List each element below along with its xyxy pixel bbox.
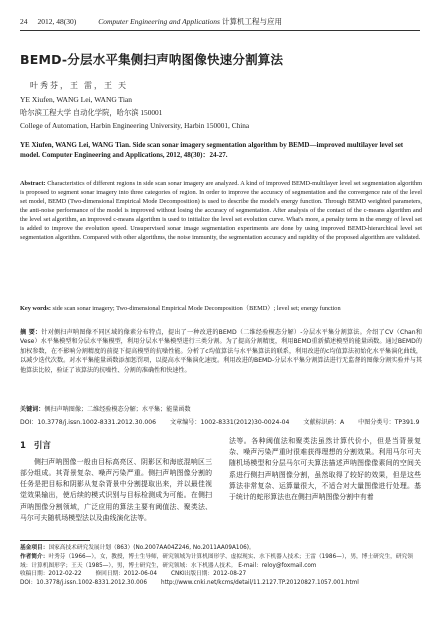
clc-number: 中图分类号：TP391.9 xyxy=(358,419,420,426)
cnki-date: CNKI出版日期：2012-08-27 xyxy=(171,571,247,578)
author-bio xyxy=(20,553,422,571)
author-bio-label: 作者简介： xyxy=(20,553,49,560)
abstract-label: Abstract: xyxy=(20,180,46,187)
email: E-mail：reloy@foxmail.com xyxy=(238,562,317,569)
doi: DOI：10.3778/j.issn.1002-8331.2012.30.006 xyxy=(20,419,157,426)
keywords-text: side scan sonar imagery; Two-dimensional Empirical Mode Decomposition（BEMD）; level set; energy function xyxy=(52,305,341,312)
section-heading xyxy=(20,440,212,454)
footnote-doi: DOI：10.3778/j.issn.1002-8331.2012.30.006 xyxy=(20,580,147,587)
fund-text: 国家高技术研究发展计划（863）(No.2007AA04Z246, No.2011AA09A106)。 xyxy=(48,545,255,551)
dates-line xyxy=(20,570,422,579)
keywords-cn-label: 关键词： xyxy=(20,406,45,413)
paper-title: BEMD-分层水平集侧扫声呐图像快速分割算法 xyxy=(20,52,284,67)
author-bio-text: 叶秀芬（1966—），女，教授，博士生导师，研究领域为计算机图形学、虚拟现实、水下机器人技术；王雷（1986—），男，博士研究生，研究领域：计算机图形学；王天（1985—），男，博士研究生，研究领域：水下机器人技术。 xyxy=(20,553,413,569)
fund-label: 基金项目： xyxy=(20,545,49,551)
affiliation-cn: 哈尔滨工程大学 自动化学院，哈尔滨 150001 xyxy=(20,108,163,117)
article-number: 文章编号：1002-8331(2012)30-0024-04 xyxy=(170,419,290,426)
page-number: 24 xyxy=(20,16,28,26)
cnki-url[interactable]: http://www.cnki.net/kcms/detail/11.2127.TP.20120827.1057.001.html xyxy=(160,580,359,587)
footnote xyxy=(20,544,422,588)
intro-paragraph-right: 法等。各种阈值法和聚类法虽然计算代价小，但是当背景复杂、噪声污染严重时很难获得理想的分割效果。利用马尔可夫随机场模型和分层马尔可夫算法描述声呐图像像素间的空间关系进行侧扫声呐图像分割，虽然取得了较好的效果，但是这些算法非常复杂、运算量很大，不适合对大量图像进行处理。基于统计的蛇形算法也在侧扫声呐图像分割中有着 xyxy=(229,437,421,501)
authors-en: YE Xiufen, WANG Lei, WANG Tian xyxy=(20,95,133,104)
abstract-en xyxy=(20,180,422,243)
revised-date: 修回日期：2012-06-04 xyxy=(95,571,157,578)
document-info xyxy=(20,417,422,426)
abstract-cn xyxy=(20,328,422,375)
running-header xyxy=(20,14,420,31)
keywords-label: Key words: xyxy=(20,305,51,312)
volume-info: 2012, 48(30) xyxy=(37,16,77,26)
intro-paragraph-left: 侧扫声呐图像一般由目标高亮区、阴影区和海底混响区三部分组成。其背景复杂、噪声污染严重。侧扫声呐图像分割的任务是把目标和阴影从复杂背景中分割提取出来，并以最佳视觉效果输出，使后续的模式识别与目标检测成为可能。在侧扫声呐图像分割领域，广泛应用的算法主要有阈值法、聚类法、马尔可夫随机场模型法以及曲线演化法等。 xyxy=(20,457,212,522)
journal-name-cn: 计算机工程与应用 xyxy=(221,16,282,26)
footnote-rule xyxy=(20,540,90,541)
abstract-text: Characteristics of different regions in side scan sonar imagery are analyzed. A kind of improved BEMD-multilayer level set segmentation algorithm is proposed to segment sonar imagery into three categories of region. In order to improve the accuracy of segmentation and the convergence rate of the level set model, BEMD (Two-dimensional Empirical Mode Decomposition) is used to describe the model's energy function. Through BEMD weighted parameters, the anti-noise performance of the model is improved without losing the accuracy of segmentation. After analysis of the contact of the c-means algorithm and the level set algorithm, an improved c-means algorithm is used to initialize the level set evolution curve. What's more, a penalty term in the energy of level set is added to improve the evolution speed. Unsupervised sonar image segmentation experiments are done by using improved BEMD-hierarchical level set segmentation algorithm. Compared with other algorithms, the noise immunity, the segmentation accuracy and rapidity of the proposed algorithm are validated. xyxy=(20,180,422,241)
citation: YE Xiufen, WANG Lei, WANG Tian. Side scan sonar imagery segmentation algorithm by BEMD—improved multilayer level set model. Computer Engineering and Applications, 2012, 48(30)：24-27. xyxy=(20,141,404,160)
body-column-right xyxy=(229,436,421,503)
section-number: 1 xyxy=(20,441,26,451)
keywords-en xyxy=(20,305,422,314)
received-date: 收稿日期：2012-02-22 xyxy=(20,571,82,578)
abstract-cn-label: 摘 要： xyxy=(20,329,42,336)
fund-line xyxy=(20,544,422,553)
authors-cn: 叶秀芬，王 雷，王 天 xyxy=(30,81,128,90)
affiliation-en: College of Automation, Harbin Engineering University, Harbin 150001, China xyxy=(20,121,250,130)
doi-url-line xyxy=(20,579,422,588)
body-column-left xyxy=(20,436,212,524)
keywords-cn-text: 侧扫声呐图像；二维经验模态分解；水平集；能量函数 xyxy=(44,406,191,413)
document-code: 文献标识码：A xyxy=(303,419,345,426)
journal-name-en: Computer Engineering and Applications xyxy=(98,16,220,26)
section-title: 引言 xyxy=(33,441,51,451)
abstract-cn-text: 针对侧扫声呐图像不同区域的像素分布特点，提出了一种改进的BEMD（二维经验模态分解）-分层水平集分割算法。介绍了CV（Chan和Vese）水平集模型和分层水平集模型，利用分层水平集模型进行三类分割。为了提高分割精度，利用BEMD重新描述模型的能量函数。通过BEMD的加权参数，在不影响分割精度的前提下提高模型的抗噪性能。分析了c均值算法与水平集算法的联系，利用改进的c均值算法初始化水平集演化曲线，以减少迭代次数。对水平集能量函数添加惩罚项，以提高水平集演化速度。利用改进的BEMD-分层水平集分割算法进行无监督的图像分割实验并与其他算法比较，验证了该算法的抗噪性、分割的准确性和快速性。 xyxy=(20,329,422,374)
keywords-cn xyxy=(20,404,422,413)
